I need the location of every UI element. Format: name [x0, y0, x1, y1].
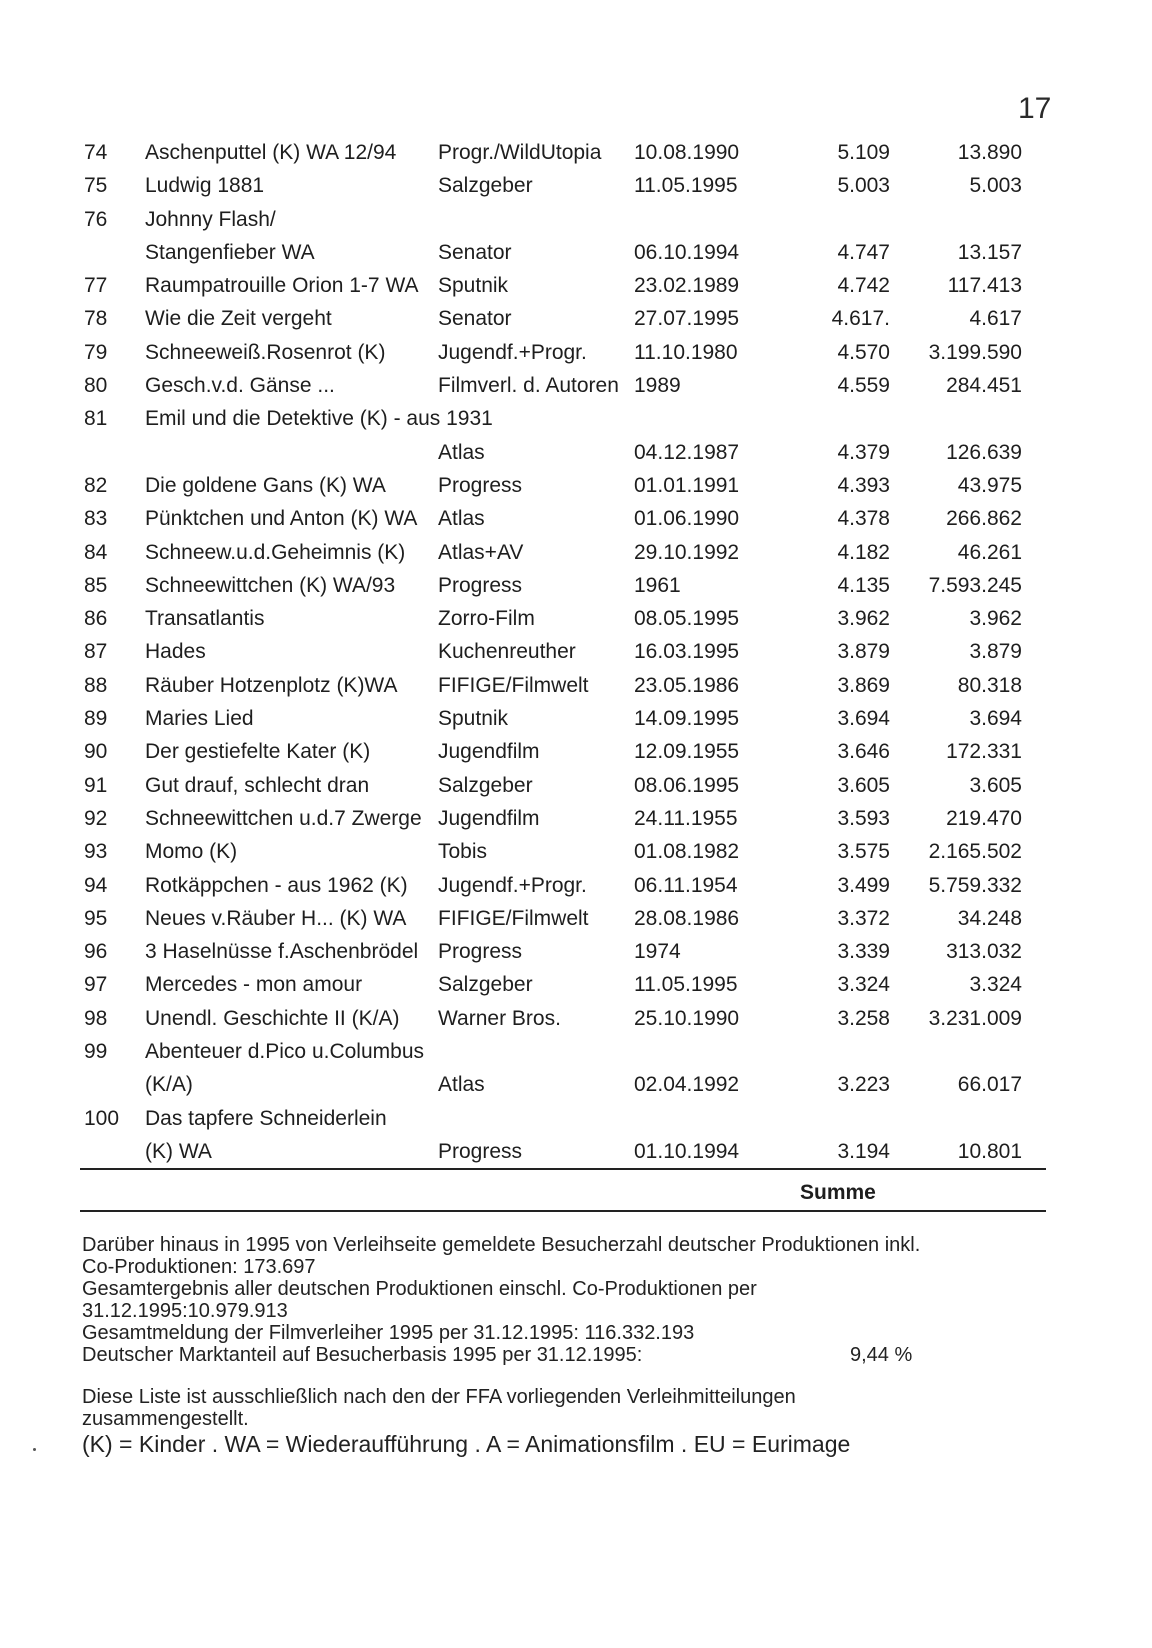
cell-date: 25.10.1990 — [634, 1006, 740, 1030]
summary-label: Summe — [800, 1181, 876, 1204]
cell-v1: 3.646 — [837, 740, 890, 764]
cell-rank: 77 — [84, 274, 108, 298]
notes-section — [82, 1234, 1042, 1458]
cell-title: Wie die Zeit vergeht — [145, 307, 332, 331]
cell-v2: 46.261 — [957, 540, 1022, 564]
table-rule-top — [80, 1168, 1046, 1170]
table-row — [0, 702, 1152, 735]
cell-date: 02.04.1992 — [634, 1073, 740, 1097]
table-row — [0, 1002, 1152, 1035]
cell-rank: 74 — [84, 141, 108, 164]
cell-date: 01.01.1991 — [634, 473, 740, 497]
abbreviation-legend: (K) = Kinder . WA = Wiederaufführung . A = Animationsfilm . EU = Eurimage — [82, 1431, 851, 1457]
table-row — [0, 1068, 1152, 1101]
table-row — [0, 735, 1152, 768]
cell-dist: Salzgeber — [438, 174, 533, 198]
cell-v1: 3.869 — [837, 673, 890, 697]
cell-v2: 3.962 — [969, 607, 1022, 631]
table-row — [0, 935, 1152, 968]
cell-rank: 99 — [84, 1040, 108, 1064]
cell-date: 08.05.1995 — [634, 607, 740, 631]
cell-date: 08.06.1995 — [634, 773, 740, 797]
cell-dist: Filmverl. d. Autoren — [438, 374, 619, 398]
cell-v2: 117.413 — [947, 274, 1022, 298]
note-line: Gesamtmeldung der Filmverleiher 1995 per 31.12.1995: 116.332.193 — [82, 1322, 695, 1344]
cell-date: 04.12.1987 — [634, 440, 740, 464]
cell-title: Die goldene Gans (K) WA — [145, 473, 386, 497]
cell-v1: 4.570 — [837, 340, 890, 364]
table-row — [0, 369, 1152, 402]
cell-v1: 3.223 — [837, 1073, 890, 1097]
cell-title: Gut drauf, schlecht dran — [145, 773, 370, 797]
table-row — [0, 336, 1152, 369]
cell-v1: 4.747 — [837, 240, 890, 264]
cell-date: 1961 — [634, 573, 681, 597]
cell-dist: Progress — [438, 473, 523, 497]
note-line: Gesamtergebnis aller deutschen Produktionen einschl. Co-Produktionen per — [82, 1278, 757, 1300]
table-row — [0, 635, 1152, 668]
cell-v1: 3.605 — [837, 773, 890, 797]
cell-v2: 13.890 — [957, 141, 1022, 164]
table-row — [0, 669, 1152, 702]
table-row — [0, 769, 1152, 802]
cell-dist: Salzgeber — [438, 773, 533, 797]
cell-v1: 3.593 — [837, 806, 890, 830]
cell-rank: 75 — [84, 174, 108, 198]
cell-v2: 284.451 — [946, 374, 1022, 398]
cell-title: Ludwig 1881 — [145, 174, 265, 198]
cell-rank: 95 — [84, 906, 108, 930]
cell-date: 1989 — [634, 374, 681, 398]
cell-v2: 3.605 — [969, 773, 1022, 797]
table-row — [0, 169, 1152, 202]
cell-title: Der gestiefelte Kater (K) — [145, 740, 371, 764]
table-row — [0, 269, 1152, 302]
cell-date: 27.07.1995 — [634, 307, 740, 331]
cell-dist: Senator — [438, 307, 512, 331]
cell-v1: 4.135 — [837, 573, 890, 597]
table-row — [0, 236, 1152, 269]
cell-title: Neues v.Räuber H... (K) WA — [145, 906, 407, 930]
cell-dist: Atlas — [438, 1073, 485, 1097]
cell-date: 23.05.1986 — [634, 673, 740, 697]
cell-rank: 94 — [84, 873, 108, 897]
cell-v2: 3.879 — [969, 640, 1022, 664]
cell-rank: 81 — [84, 407, 108, 431]
table-row — [0, 602, 1152, 635]
table-row — [0, 1102, 1152, 1135]
cell-date: 28.08.1986 — [634, 906, 740, 930]
cell-rank: 87 — [84, 640, 108, 664]
table-row — [0, 302, 1152, 335]
cell-v2: 43.975 — [957, 473, 1022, 497]
cell-date: 23.02.1989 — [634, 274, 740, 298]
table-row — [0, 1035, 1152, 1068]
cell-dist: Senator — [438, 240, 512, 264]
cell-v1: 4.378 — [837, 507, 890, 531]
cell-rank: 92 — [84, 806, 108, 830]
cell-date: 01.10.1994 — [634, 1139, 740, 1163]
cell-v2: 4.617 — [969, 307, 1022, 331]
cell-dist: Progr./WildUtopia — [438, 141, 602, 164]
cell-title: Schneewittchen u.d.7 Zwerge — [145, 806, 422, 830]
cell-v2: 219.470 — [946, 806, 1022, 830]
cell-dist: Zorro-Film — [438, 607, 535, 631]
cell-title: Schneewittchen (K) WA/93 — [145, 573, 396, 597]
note-line: 31.12.1995:10.979.913 — [82, 1300, 288, 1322]
note-line: Diese Liste ist ausschließlich nach den der FFA vorliegenden Verleihmitteilungen — [82, 1386, 796, 1408]
cell-date: 1974 — [634, 940, 681, 964]
cell-v1: 3.372 — [837, 906, 890, 930]
cell-v1: 3.324 — [837, 973, 890, 997]
cell-title: Emil und die Detektive (K) - aus 1931 — [145, 407, 493, 431]
cell-v1: 4.559 — [837, 374, 890, 398]
cell-date: 11.05.1995 — [634, 174, 738, 198]
cell-title: Johnny Flash/ — [145, 207, 276, 231]
cell-v1: 3.499 — [837, 873, 890, 897]
table-row — [0, 1135, 1152, 1168]
cell-rank: 84 — [84, 540, 108, 564]
cell-rank: 83 — [84, 507, 108, 531]
cell-v1: 5.003 — [837, 174, 890, 198]
cell-v2: 66.017 — [957, 1073, 1022, 1097]
cell-dist: FIFIGE/Filmwelt — [438, 906, 589, 930]
cell-v2: 34.248 — [957, 906, 1022, 930]
cell-v2: 266.862 — [946, 507, 1022, 531]
film-ranking-table — [0, 136, 1152, 1168]
cell-rank: 88 — [84, 673, 108, 697]
table-row — [0, 436, 1152, 469]
cell-dist: Sputnik — [438, 707, 509, 731]
cell-title: (K/A) — [145, 1073, 193, 1097]
cell-dist: Jugendfilm — [438, 806, 540, 830]
cell-title: Pünktchen und Anton (K) WA — [145, 507, 418, 531]
cell-v2: 7.593.245 — [928, 573, 1022, 597]
cell-rank: 79 — [84, 340, 108, 364]
cell-v1: 3.194 — [837, 1139, 890, 1163]
cell-dist: Progress — [438, 940, 523, 964]
cell-title: Mercedes - mon amour — [145, 973, 363, 997]
cell-v2: 3.694 — [969, 707, 1022, 731]
cell-title: Maries Lied — [145, 707, 254, 731]
cell-title: 3 Haselnüsse f.Aschenbrödel — [145, 940, 419, 964]
cell-dist: Atlas — [438, 440, 485, 464]
table-row — [0, 136, 1152, 169]
cell-title: Gesch.v.d. Gänse ... — [145, 374, 335, 398]
cell-v2: 3.199.590 — [928, 340, 1022, 364]
cell-rank: 82 — [84, 473, 108, 497]
scan-speck — [33, 1448, 36, 1451]
cell-rank: 86 — [84, 607, 108, 631]
cell-date: 10.08.1990 — [634, 141, 740, 164]
cell-date: 06.11.1954 — [634, 873, 738, 897]
cell-v2: 5.003 — [969, 174, 1022, 198]
cell-rank: 90 — [84, 740, 108, 764]
table-row — [0, 402, 1152, 435]
cell-date: 06.10.1994 — [634, 240, 740, 264]
cell-v1: 4.182 — [837, 540, 890, 564]
cell-v2: 13.157 — [957, 240, 1022, 264]
cell-title: Unendl. Geschichte II (K/A) — [145, 1006, 400, 1030]
cell-title: Momo (K) — [145, 840, 238, 864]
cell-dist: Jugendf.+Progr. — [438, 873, 587, 897]
cell-title: Stangenfieber WA — [145, 240, 315, 264]
cell-dist: Salzgeber — [438, 973, 533, 997]
cell-rank: 98 — [84, 1006, 108, 1030]
cell-title: Hades — [145, 640, 206, 664]
cell-v2: 80.318 — [957, 673, 1022, 697]
note-line: zusammengestellt. — [82, 1408, 249, 1430]
cell-date: 11.05.1995 — [634, 973, 738, 997]
cell-date: 24.11.1955 — [634, 806, 738, 830]
cell-dist: Progress — [438, 573, 523, 597]
cell-rank: 97 — [84, 973, 108, 997]
cell-v2: 126.639 — [946, 440, 1022, 464]
cell-dist: Progress — [438, 1139, 523, 1163]
note-line: Deutscher Marktanteil auf Besucherbasis 1995 per 31.12.1995: — [82, 1344, 643, 1366]
table-row — [0, 469, 1152, 502]
cell-dist: Sputnik — [438, 274, 509, 298]
cell-title: Abenteuer d.Pico u.Columbus — [145, 1040, 424, 1064]
note-line: Darüber hinaus in 1995 von Verleihseite gemeldete Besucherzahl deutscher Produktionen inkl. — [82, 1234, 921, 1256]
cell-title: Transatlantis — [145, 607, 265, 631]
cell-v1: 4.742 — [837, 274, 890, 298]
cell-v2: 2.165.502 — [928, 840, 1022, 864]
cell-dist: Atlas+AV — [438, 540, 524, 564]
cell-title: Schneew.u.d.Geheimnis (K) — [145, 540, 406, 564]
cell-v1: 5.109 — [837, 141, 890, 164]
cell-date: 01.06.1990 — [634, 507, 740, 531]
cell-title: (K) WA — [145, 1139, 212, 1163]
cell-v1: 3.258 — [837, 1006, 890, 1030]
cell-v1: 3.339 — [837, 940, 890, 964]
cell-title: Aschenputtel (K) WA 12/94 — [145, 141, 397, 164]
table-row — [0, 203, 1152, 236]
cell-title: Raumpatrouille Orion 1-7 WA — [145, 274, 419, 298]
table-row — [0, 869, 1152, 902]
note-line: Co-Produktionen: 173.697 — [82, 1256, 316, 1278]
cell-rank: 91 — [84, 773, 108, 797]
cell-rank: 100 — [84, 1106, 120, 1130]
cell-dist: Kuchenreuther — [438, 640, 576, 664]
cell-rank: 89 — [84, 707, 108, 731]
cell-v2: 3.231.009 — [928, 1006, 1022, 1030]
cell-rank: 80 — [84, 374, 108, 398]
cell-v2: 3.324 — [969, 973, 1022, 997]
table-row — [0, 536, 1152, 569]
cell-v2: 313.032 — [946, 940, 1022, 964]
table-row — [0, 902, 1152, 935]
cell-rank: 78 — [84, 307, 108, 331]
cell-dist: Warner Bros. — [438, 1006, 561, 1030]
cell-v1: 4.617. — [831, 307, 890, 331]
cell-v1: 3.694 — [837, 707, 890, 731]
page-number: 17 — [1018, 92, 1052, 125]
cell-rank: 76 — [84, 207, 108, 231]
cell-title: Räuber Hotzenplotz (K)WA — [145, 673, 398, 697]
table-row — [0, 835, 1152, 868]
table-row — [0, 569, 1152, 602]
table-row — [0, 802, 1152, 835]
cell-dist: FIFIGE/Filmwelt — [438, 673, 589, 697]
cell-dist: Jugendf.+Progr. — [438, 340, 587, 364]
table-row — [0, 968, 1152, 1001]
cell-title: Das tapfere Schneiderlein — [145, 1106, 387, 1130]
cell-date: 01.08.1982 — [634, 840, 740, 864]
cell-title: Rotkäppchen - aus 1962 (K) — [145, 873, 408, 897]
table-rule-bottom — [80, 1210, 1046, 1212]
cell-date: 11.10.1980 — [634, 340, 738, 364]
cell-v2: 172.331 — [946, 740, 1022, 764]
cell-v1: 4.393 — [837, 473, 890, 497]
cell-v2: 5.759.332 — [928, 873, 1022, 897]
cell-v2: 10.801 — [957, 1139, 1022, 1163]
cell-dist: Atlas — [438, 507, 485, 531]
cell-v1: 3.575 — [837, 840, 890, 864]
cell-v1: 4.379 — [837, 440, 890, 464]
cell-date: 29.10.1992 — [634, 540, 740, 564]
cell-rank: 93 — [84, 840, 108, 864]
cell-v1: 3.879 — [837, 640, 890, 664]
cell-rank: 85 — [84, 573, 108, 597]
cell-dist: Tobis — [438, 840, 488, 864]
cell-date: 16.03.1995 — [634, 640, 740, 664]
table-row — [0, 502, 1152, 535]
cell-title: Schneeweiß.Rosenrot (K) — [145, 340, 386, 364]
cell-rank: 96 — [84, 940, 108, 964]
cell-date: 12.09.1955 — [634, 740, 740, 764]
market-share-percent: 9,44 % — [850, 1344, 913, 1366]
cell-date: 14.09.1995 — [634, 707, 740, 731]
cell-dist: Jugendfilm — [438, 740, 540, 764]
cell-v1: 3.962 — [837, 607, 890, 631]
